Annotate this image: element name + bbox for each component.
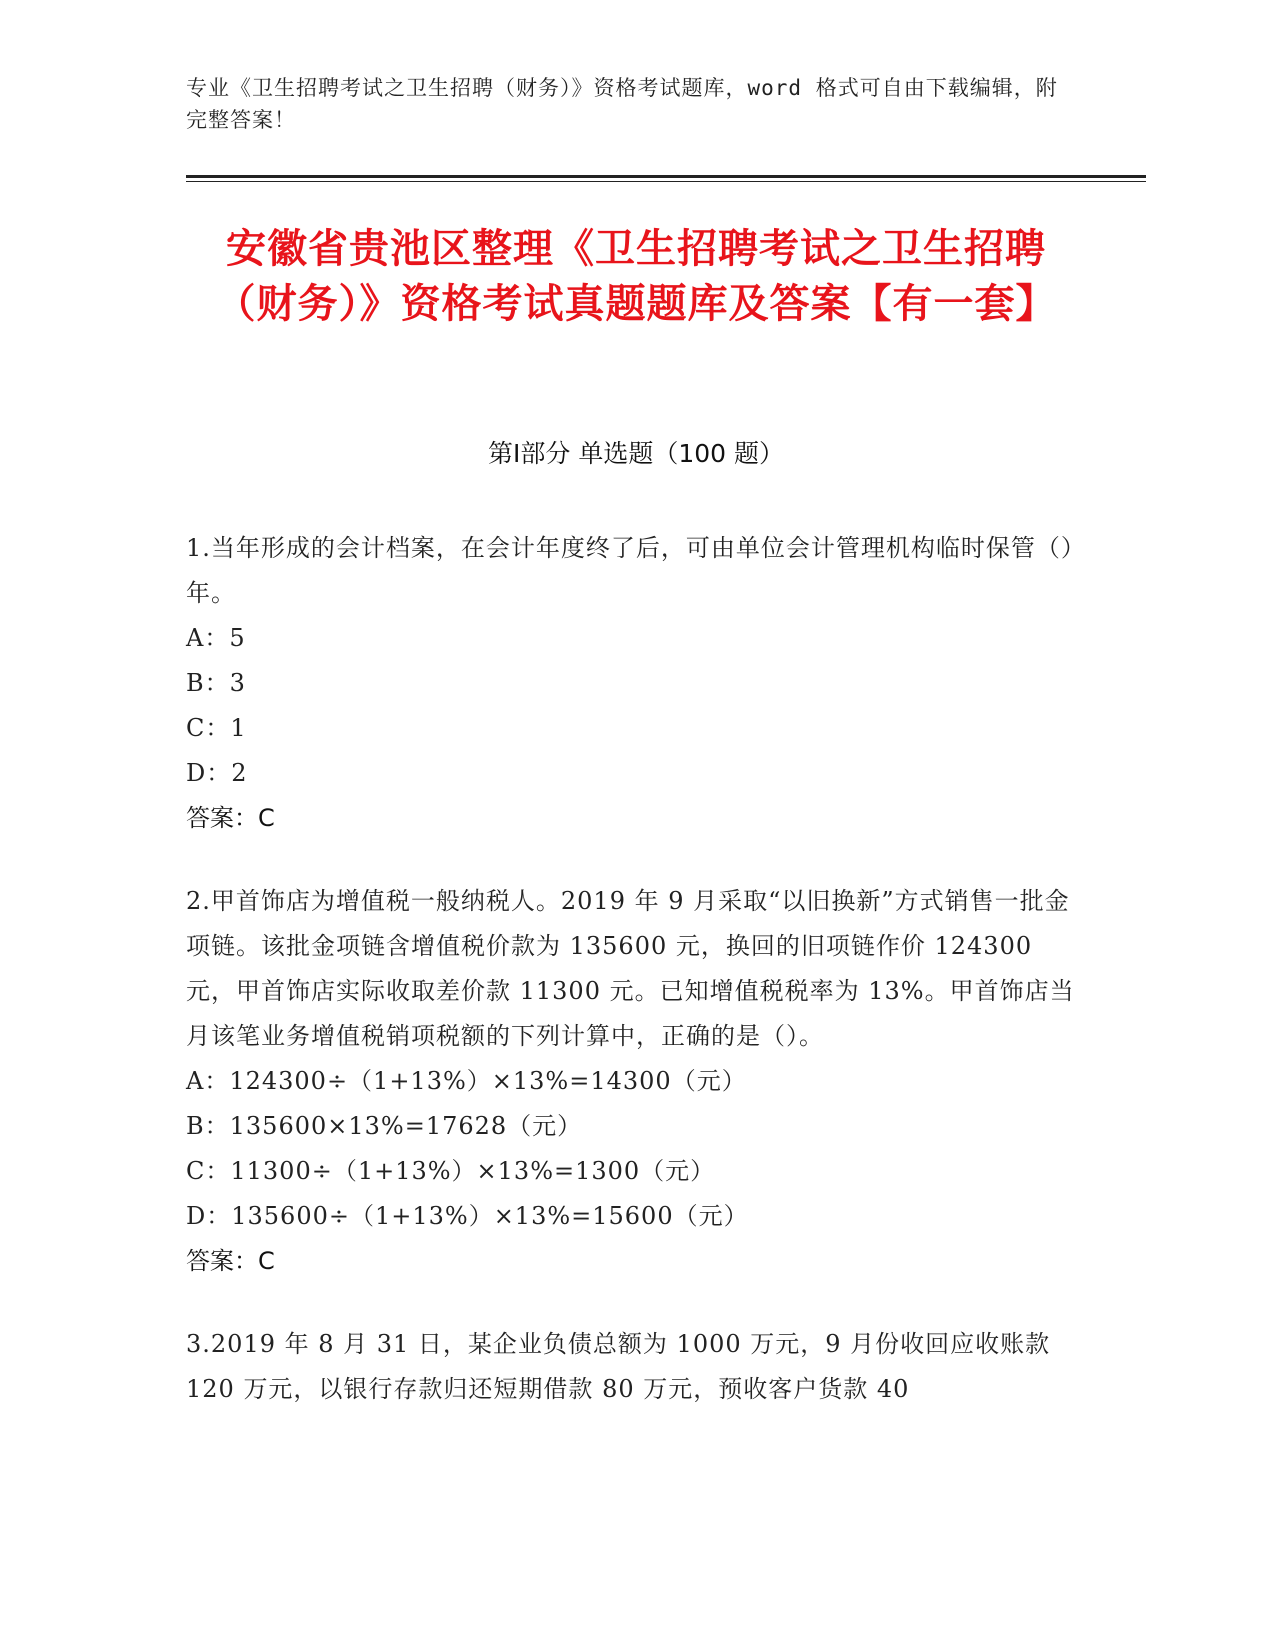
- document-title: 安徽省贵池区整理《卫生招聘考试之卫生招聘（财务）》资格考试真题题库及答案【有一套】: [215, 226, 1057, 327]
- question-stem: 3.2019 年 8 月 31 日，某企业负债总额为 1000 万元，9 月份收回应收账款 120 万元，以银行存款归还短期借款 80 万元，预收客户货款 40: [186, 1330, 1051, 1403]
- answer-line: 答案：C: [186, 804, 275, 832]
- option-b: B：3: [186, 669, 246, 697]
- question-stem: 1.当年形成的会计档案，在会计年度终了后，可由单位会计管理机构临时保管（）年。: [186, 534, 1074, 607]
- option-b: B：135600×13%=17628（元）: [186, 1112, 583, 1140]
- question-3: [186, 1322, 1076, 1412]
- section-heading: 第Ⅰ部分 单选题（100 题）: [488, 439, 784, 468]
- question-2: [186, 879, 1076, 1284]
- option-a: A：5: [186, 624, 246, 652]
- option-d: D：2: [186, 759, 248, 787]
- header-divider-thick: [186, 175, 1146, 178]
- question-1: [186, 526, 1076, 841]
- answer-line: 答案：C: [186, 1247, 275, 1275]
- header-divider-thin: [186, 181, 1146, 182]
- question-stem: 2.甲首饰店为增值税一般纳税人。2019 年 9 月采取“以旧换新”方式销售一批金项链。该批金项链含增值税价款为 135600 元，换回的旧项链作价 124300 元，甲首饰店实际收取差价款 11300 元。已知增值税税率为 13%。甲首饰店当月该笔业务增值税销项税额的下列计算中，正确的是（）。: [186, 887, 1075, 1050]
- option-a: A：124300÷（1+13%）×13%=14300（元）: [186, 1067, 747, 1095]
- question-list: [186, 526, 1076, 1450]
- header-note: 专业《卫生招聘考试之卫生招聘（财务）》资格考试题库，word 格式可自由下载编辑，附完整答案！: [186, 76, 1058, 132]
- option-c: C：11300÷（1+13%）×13%=1300（元）: [186, 1157, 716, 1185]
- option-c: C：1: [186, 714, 247, 742]
- option-d: D：135600÷（1+13%）×13%=15600（元）: [186, 1202, 749, 1230]
